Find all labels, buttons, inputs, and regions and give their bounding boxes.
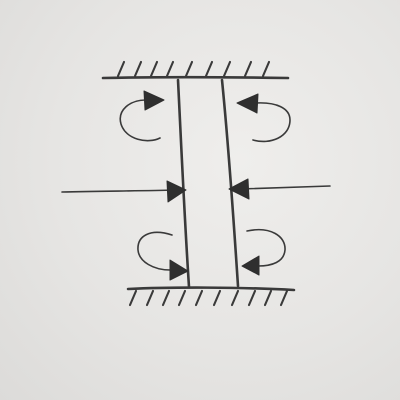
moment-curve-lower-left	[138, 232, 172, 270]
moment-arrow-upper-right	[237, 94, 290, 141]
moment-arrow-lower-right	[242, 230, 285, 275]
bottom-support-hatching	[130, 291, 287, 305]
moment-arrowhead-upper-right	[237, 94, 258, 113]
moment-curve-upper-left	[120, 100, 160, 141]
column-right-edge	[222, 80, 238, 286]
top-support	[103, 62, 288, 78]
moment-arrow-lower-left	[138, 232, 188, 280]
moment-curve-upper-right	[253, 103, 290, 142]
moment-arrowhead-lower-left	[170, 260, 188, 280]
moment-arrow-upper-left	[120, 91, 164, 141]
bottom-support-line	[128, 288, 294, 290]
left-force-arrow	[62, 181, 186, 202]
right-force-shaft	[240, 186, 330, 189]
left-force-shaft	[62, 190, 175, 192]
top-support-hatching	[118, 62, 269, 76]
right-force-arrow	[229, 179, 330, 199]
top-support-line	[103, 77, 288, 78]
moment-arrowhead-upper-left	[144, 91, 164, 110]
column-left-edge	[178, 80, 189, 287]
column	[178, 80, 238, 287]
moment-arrowhead-lower-right	[242, 256, 259, 275]
bottom-support	[128, 288, 294, 305]
